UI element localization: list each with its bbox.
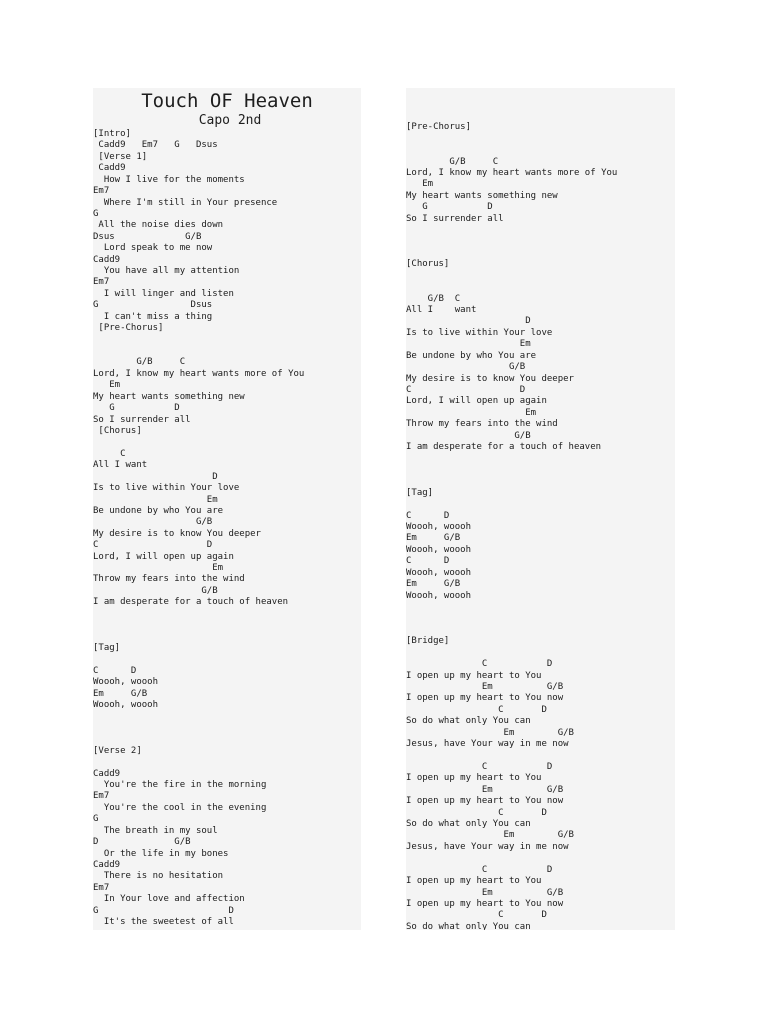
sheet-line: I open up my heart to You [406, 670, 542, 681]
sheet-line: D G/B [93, 837, 191, 848]
sheet-line: Throw my fears into the wind [406, 419, 558, 430]
sheet-line [406, 111, 675, 122]
sheet-line: C D [406, 807, 547, 818]
sheet-line: Woooh, woooh [93, 677, 159, 688]
sheet-line: I open up my heart to You [406, 876, 542, 887]
sheet-line: Lord, I know my heart wants more of You [406, 167, 618, 178]
chord-sheet-right-column [406, 88, 675, 930]
sheet-line: Is to live within Your love [93, 483, 240, 494]
sheet-line: Em [406, 407, 537, 418]
sheet-line: I open up my heart to You [406, 773, 542, 784]
sheet-line: [Pre-Chorus] [406, 122, 472, 133]
sheet-line [406, 648, 675, 659]
sheet-line: G D [406, 202, 493, 213]
sheet-line: G/B C [406, 293, 461, 304]
sheet-line [406, 476, 675, 487]
sheet-line: Em [93, 494, 218, 505]
sheet-line: [Intro] [93, 129, 131, 139]
sheet-line: It's the sweetest of all [93, 917, 234, 928]
sheet-line [93, 346, 361, 357]
sheet-line: [Verse 1] [93, 151, 148, 162]
sheet-line: Woooh, woooh [406, 567, 472, 578]
sheet-line [406, 145, 675, 156]
sheet-line: Em7 [93, 791, 110, 802]
sheet-line: You're the cool in the evening [93, 802, 267, 813]
sheet-line: [Verse 2] [93, 745, 142, 756]
sheet-line [93, 723, 361, 734]
sheet-line: G/B [93, 517, 213, 528]
sheet-line: Be undone by who You are [93, 505, 224, 516]
sheet-line: All I want [406, 305, 477, 316]
sheet-line: Em [406, 179, 434, 190]
sheet-line: I open up my heart to You now [406, 898, 564, 909]
sheet-line: So do what only You can [406, 716, 531, 727]
sheet-line: All I want [93, 460, 148, 471]
right-lyrics-block [406, 88, 675, 930]
sheet-line: G Dsus [93, 300, 213, 311]
sheet-line [406, 454, 675, 465]
sheet-line: C D [406, 704, 547, 715]
sheet-line: So do what only You can [406, 921, 531, 930]
sheet-line [93, 437, 361, 448]
sheet-line: C D [406, 910, 547, 921]
sheet-line: I am desperate for a touch of heaven [406, 442, 602, 453]
left-lyrics-block [93, 129, 361, 929]
sheet-line: Em G/B [406, 681, 564, 692]
sheet-line [406, 853, 675, 864]
sheet-line: C D [406, 659, 553, 670]
sheet-line: Dsus G/B [93, 231, 202, 242]
sheet-line: Em G/B [93, 688, 148, 699]
sheet-line: You're the fire in the morning [93, 780, 267, 791]
sheet-line: C [93, 448, 126, 459]
sheet-line: Lord, I know my heart wants more of You [93, 368, 305, 379]
sheet-line: D [93, 471, 218, 482]
sheet-line: So I surrender all [93, 414, 191, 425]
sheet-line [406, 225, 675, 236]
sheet-line: Cadd9 [93, 860, 121, 870]
sheet-line [406, 602, 675, 613]
sheet-line [93, 734, 361, 745]
sheet-line: You have all my attention [93, 266, 240, 277]
sheet-line: How I live for the moments [93, 174, 245, 185]
sheet-line: C D [406, 556, 450, 567]
sheet-line: Woooh, woooh [406, 522, 472, 533]
sheet-line: G D [93, 905, 234, 916]
sheet-line: G/B [406, 362, 526, 373]
sheet-line: Woooh, woooh [406, 590, 472, 601]
sheet-line: C D [406, 761, 553, 772]
sheet-line: Em G/B [406, 887, 564, 898]
sheet-line: C D [93, 665, 137, 676]
sheet-line: C D [406, 864, 553, 875]
sheet-line [93, 654, 361, 665]
sheet-line: Lord, I will open up again [93, 551, 234, 562]
sheet-line: Cadd9 [93, 254, 121, 265]
sheet-line [406, 625, 675, 636]
sheet-line: My desire is to know You deeper [406, 373, 574, 384]
sheet-line: Em [93, 380, 121, 391]
sheet-line [406, 99, 675, 110]
sheet-line: Jesus, have Your way in me now [406, 841, 569, 852]
sheet-line: I will linger and listen [93, 288, 234, 299]
sheet-line: Em7 [93, 186, 110, 197]
sheet-line: [Tag] [93, 642, 121, 653]
sheet-line: G [93, 208, 99, 219]
sheet-line: So I surrender all [406, 213, 504, 224]
song-header [93, 89, 361, 129]
sheet-line: I open up my heart to You now [406, 693, 564, 704]
sheet-line: Is to live within Your love [406, 327, 553, 338]
sheet-line: Lord speak to me now [93, 243, 213, 254]
sheet-line: Cadd9 Em7 G Dsus [93, 140, 218, 151]
sheet-line [93, 757, 361, 768]
sheet-line: Em G/B [406, 533, 461, 544]
sheet-line: Where I'm still in Your presence [93, 197, 278, 208]
sheet-line [93, 609, 361, 620]
sheet-line [406, 499, 675, 510]
sheet-line: All the noise dies down [93, 220, 224, 231]
sheet-line: Em G/B [406, 830, 574, 841]
sheet-line: Em7 [93, 882, 110, 893]
sheet-line [93, 620, 361, 631]
sheet-line: G [93, 814, 99, 825]
sheet-line: C D [406, 384, 526, 395]
sheet-line: So do what only You can [406, 819, 531, 829]
sheet-line: C D [406, 510, 450, 521]
sheet-line: I am desperate for a touch of heaven [93, 597, 289, 608]
sheet-line: My heart wants something new [406, 190, 558, 201]
sheet-line: My heart wants something new [93, 391, 245, 402]
sheet-line: Cadd9 [93, 768, 121, 779]
sheet-line [93, 632, 361, 643]
sheet-line: I can't miss a thing [93, 311, 213, 322]
sheet-line: [Pre-Chorus] [93, 323, 164, 334]
sheet-line: Em G/B [406, 579, 461, 590]
sheet-line: Em7 [93, 277, 110, 288]
sheet-line: D [406, 316, 531, 327]
sheet-line: G/B C [406, 156, 499, 167]
sheet-line: [Bridge] [406, 636, 450, 647]
sheet-line [406, 248, 675, 259]
sheet-line: Cadd9 [93, 163, 126, 174]
chord-sheet-left-column [93, 88, 361, 930]
capo-note: Capo 2nd [198, 113, 262, 128]
sheet-line: Or the life in my bones [93, 848, 229, 859]
sheet-line: [Chorus] [406, 259, 450, 270]
sheet-line: In Your love and affection [93, 894, 245, 905]
sheet-line: C D [93, 540, 213, 551]
sheet-line: Jesus, have Your way in me now [406, 739, 569, 750]
sheet-line [93, 335, 361, 346]
sheet-line: [Chorus] [93, 425, 142, 436]
sheet-line: My desire is to know You deeper [93, 528, 261, 539]
sheet-line: Throw my fears into the wind [93, 574, 245, 585]
sheet-line: The breath in my soul [93, 825, 218, 836]
sheet-line: Em G/B [406, 727, 574, 738]
sheet-line: G/B [406, 430, 531, 441]
sheet-line [406, 282, 675, 293]
sheet-line: Em [93, 563, 224, 574]
sheet-line [406, 236, 675, 247]
sheet-line: I open up my heart to You now [406, 796, 564, 807]
sheet-line: Lord, I will open up again [406, 396, 547, 407]
sheet-line: G/B [93, 585, 218, 596]
song-title: Touch OF Heaven [141, 90, 313, 112]
sheet-line [406, 613, 675, 624]
sheet-line [406, 134, 675, 145]
sheet-line: G/B C [93, 357, 186, 368]
sheet-line: Woooh, woooh [93, 700, 159, 711]
sheet-line [406, 465, 675, 476]
sheet-line [406, 88, 675, 99]
sheet-line: Em G/B [406, 784, 564, 795]
sheet-line: Woooh, woooh [406, 544, 472, 555]
sheet-line [406, 750, 675, 761]
sheet-line: Em [406, 339, 531, 350]
sheet-line [406, 271, 675, 282]
sheet-line: There is no hesitation [93, 871, 224, 882]
sheet-line [93, 712, 361, 723]
sheet-line: [Tag] [406, 487, 434, 498]
sheet-line: Be undone by who You are [406, 350, 537, 361]
sheet-line: G D [93, 403, 180, 414]
